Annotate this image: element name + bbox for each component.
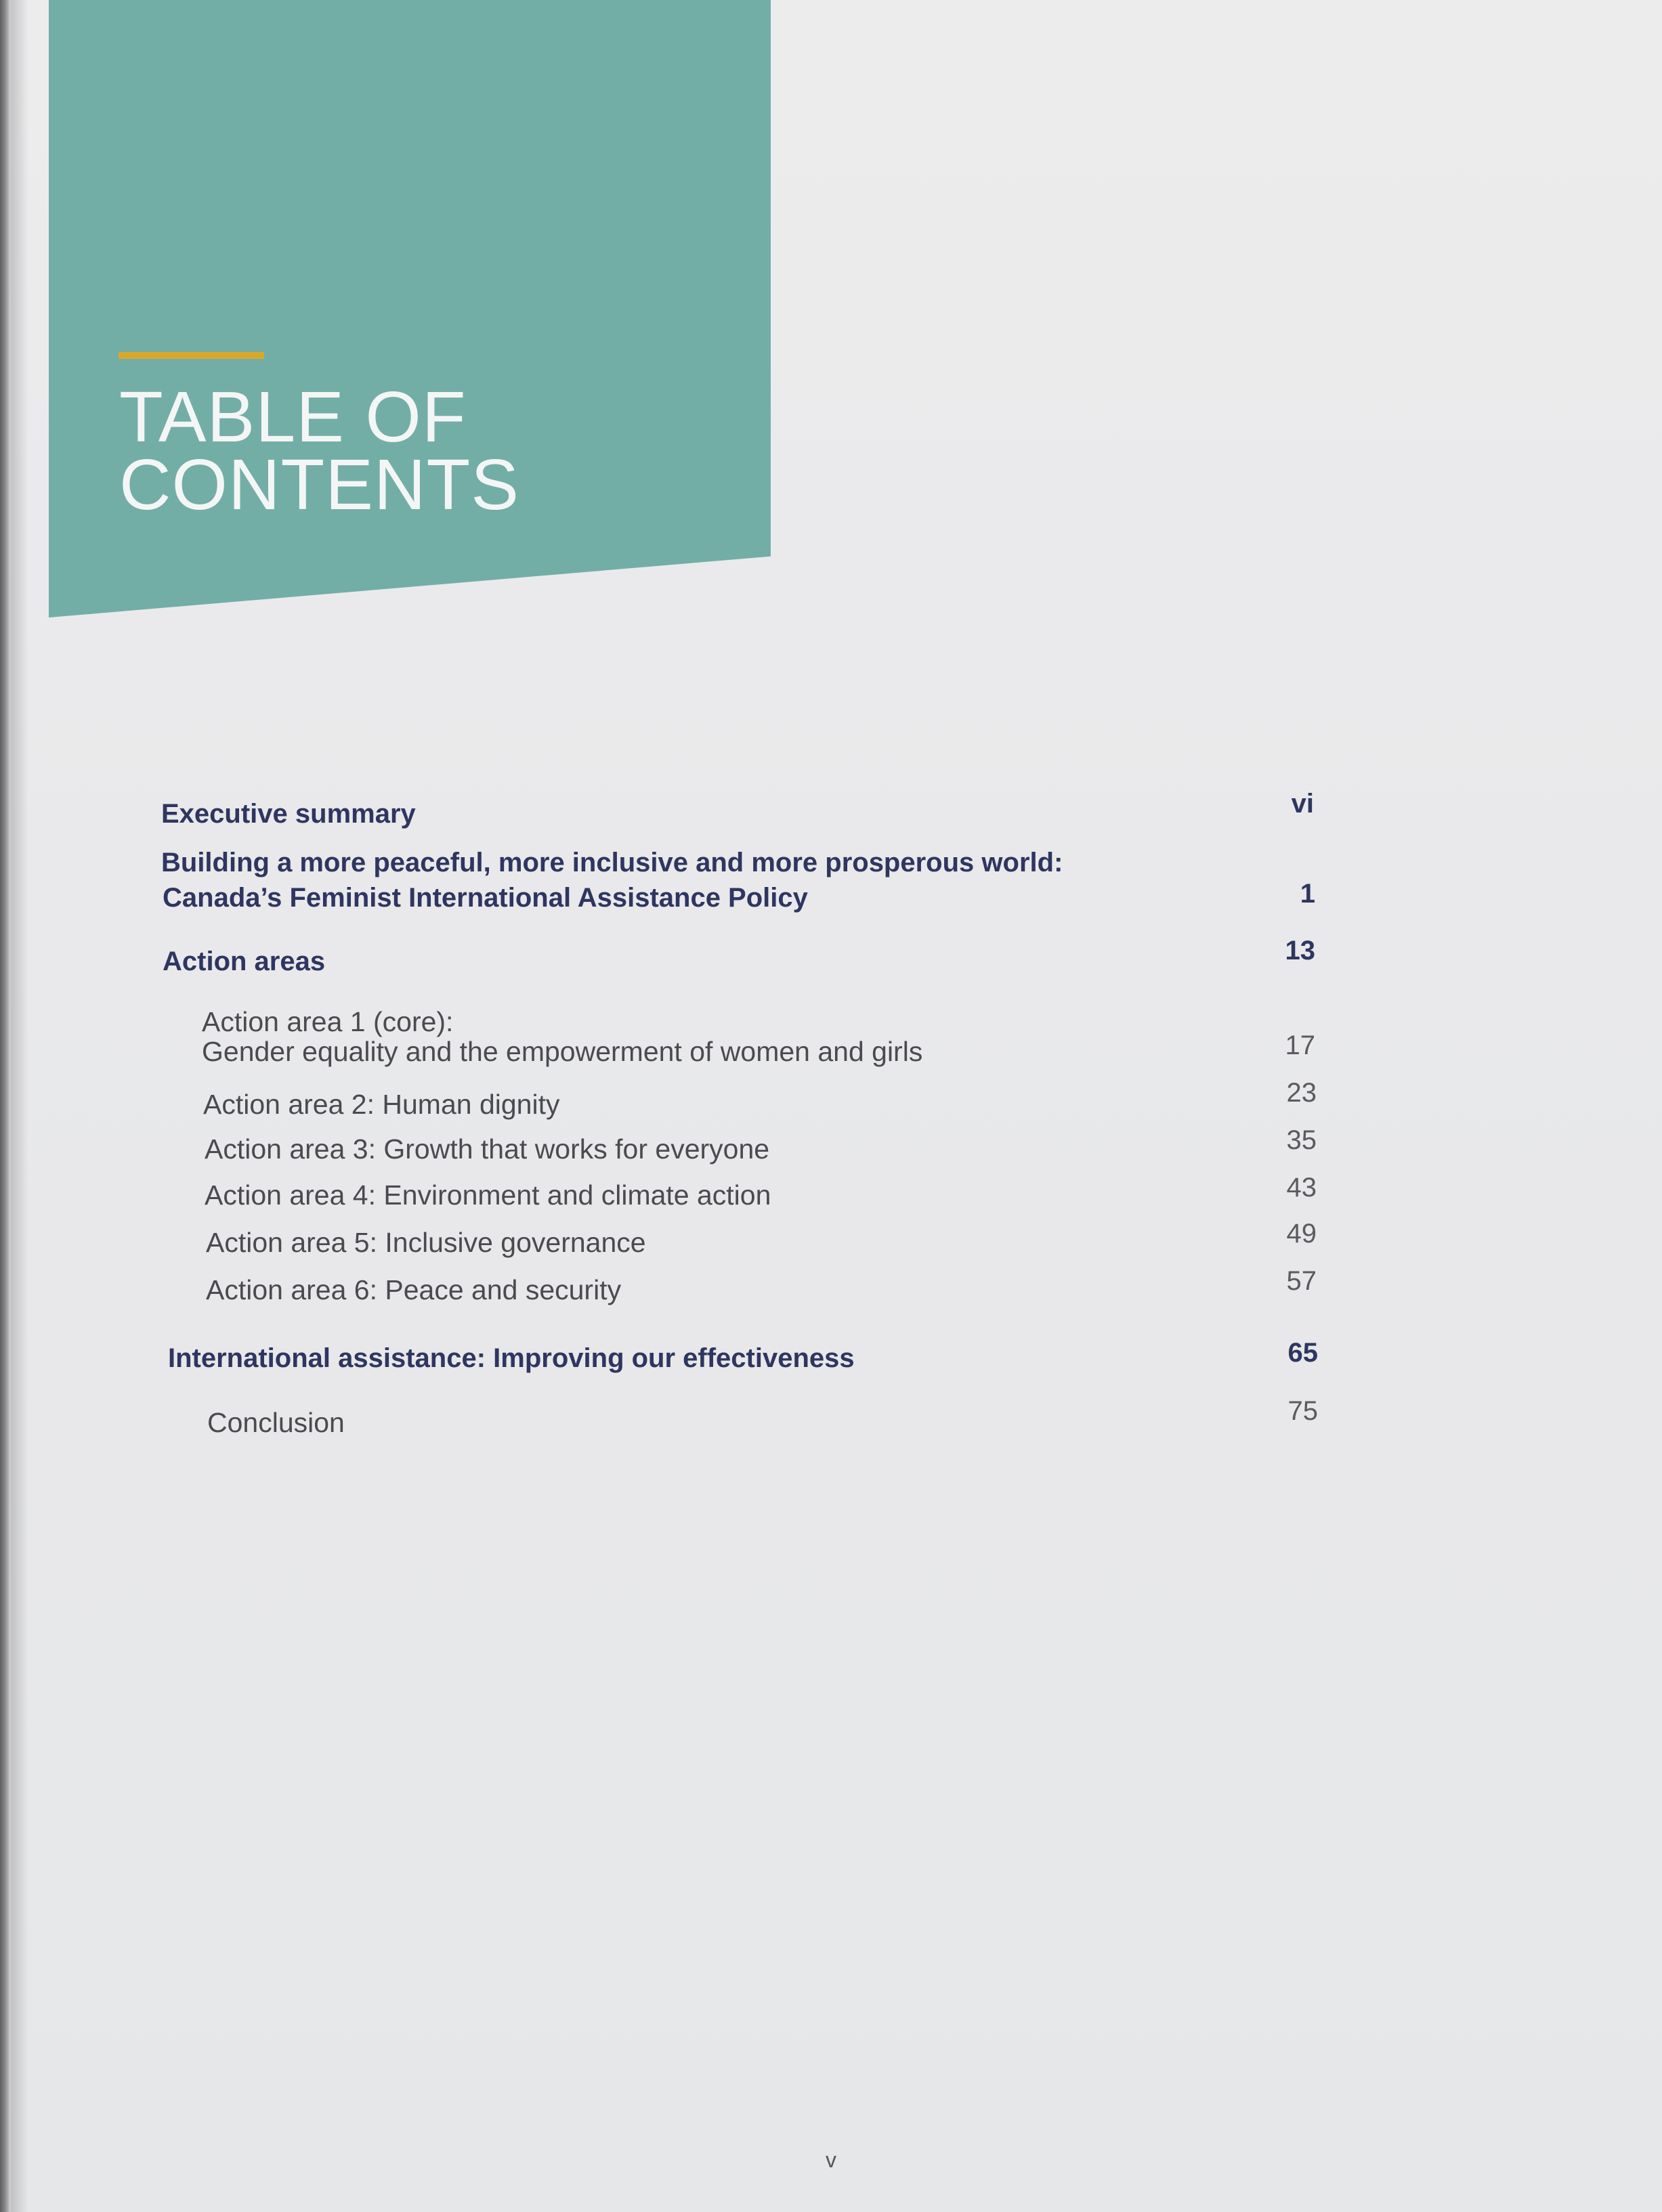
toc-page-executive-summary: vi (1291, 789, 1314, 819)
toc-page-action-area-4: 43 (1286, 1173, 1317, 1202)
toc-page-action-areas: 13 (1285, 936, 1315, 966)
toc-page-international-assistance: 65 (1287, 1338, 1318, 1368)
toc-entry-action-areas[interactable]: Action areas (163, 947, 326, 976)
toc-entry-international-assistance[interactable]: International assistance: Improving our effectiveness (168, 1343, 855, 1373)
toc-entry-action-area-6[interactable]: Action area 6: Peace and security (206, 1274, 622, 1305)
toc-page-action-area-2: 23 (1286, 1078, 1317, 1108)
toc-page-building: 1 (1300, 879, 1315, 909)
toc-entry-action-area-4[interactable]: Action area 4: Environment and climate action (205, 1179, 771, 1211)
toc-entry-action-area-2[interactable]: Action area 2: Human dignity (203, 1089, 560, 1120)
toc-entry-executive-summary[interactable]: Executive summary (161, 799, 416, 829)
toc-page-action-area-1: 17 (1285, 1031, 1315, 1060)
toc-entry-action-area-1-line-2[interactable]: Gender equality and the empowerment of women and girls (202, 1036, 923, 1067)
toc-entry-building-line-1[interactable]: Building a more peaceful, more inclusive and more prosperous world: (161, 848, 1063, 877)
page-title-line-2: CONTENTS (119, 445, 519, 525)
toc-page-action-area-5: 49 (1286, 1219, 1317, 1249)
toc-entry-action-area-3[interactable]: Action area 3: Growth that works for everyone (205, 1133, 770, 1165)
page-number: v (826, 2148, 836, 2172)
toc-entry-building-line-2[interactable]: Canada’s Feminist International Assistance Policy (163, 883, 808, 913)
toc-entry-action-area-5[interactable]: Action area 5: Inclusive governance (206, 1227, 646, 1258)
toc-page-action-area-3: 35 (1286, 1125, 1317, 1155)
toc-entry-conclusion[interactable]: Conclusion (207, 1407, 345, 1438)
toc-entry-action-area-1-line-1[interactable]: Action area 1 (core): (202, 1006, 454, 1037)
toc-page-conclusion: 75 (1287, 1396, 1318, 1426)
toc-page-action-area-6: 57 (1286, 1266, 1317, 1296)
page-title-line-1: TABLE OF (119, 377, 467, 457)
